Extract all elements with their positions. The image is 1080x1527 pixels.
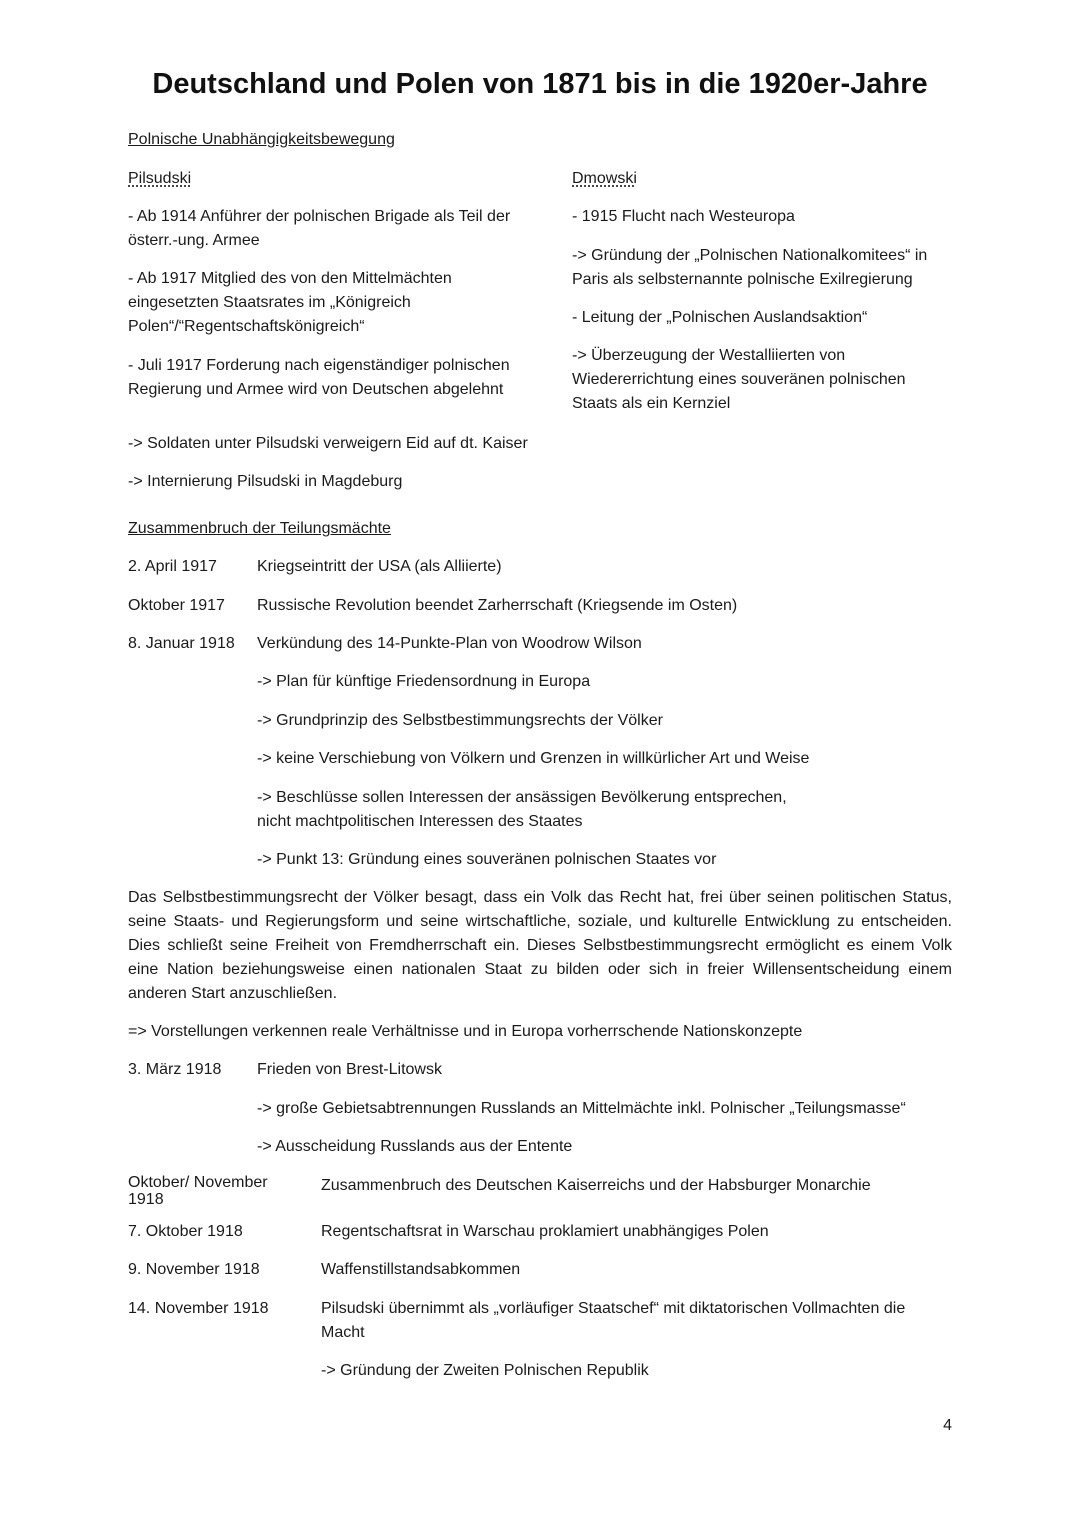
wilson-point: -> Plan für künftige Friedensordnung in Europa [257,673,591,690]
brest-point: -> Ausscheidung Russlands aus der Entente [257,1138,573,1155]
self-determination-paragraph: Das Selbstbestimmungsrecht der Völker besagt, dass ein Volk das Recht hat, frei über seinen politischen Status, seine Staats- und Regierungsform und seine wirtschaftliche, soziale, und kulturelle Entwicklung zu entscheiden. Dies schließt seine Freiheit von Fremdherrschaft ein. Dieses Selbstbestimmungsrecht ermöglicht es einem Volk eine Nation beziehungsweise einen nationalen Staat zu bilden oder sich in freier Willensentscheidung einem anderen Start anzuschließen. [128,889,952,1002]
page-title: Deutschland und Polen von 1871 bis in die 1920er-Jahre [152,68,928,100]
timeline-date: 7. Oktober 1918 [128,1223,243,1240]
timeline-text: Regentschaftsrat in Warschau proklamiert unabhängiges Polen [321,1223,769,1240]
pilsudski-item: -> Soldaten unter Pilsudski verweigern Eid auf dt. Kaiser [128,435,528,452]
wilson-point: -> Beschlüsse sollen Interessen der ansässigen Bevölkerung entsprechen, nicht machtpolitischen Interessen des Staates [257,789,787,830]
dmowski-item: -> Überzeugung der Westalliierten von Wiedererrichtung eines souveränen polnischen Staats als ein Kernziel [572,347,906,412]
timeline-text: Waffenstillstandsabkommen [321,1261,521,1278]
wilson-point: -> Punkt 13: Gründung eines souveränen polnischen Staates vor [257,851,717,868]
pilsudski-item: -> Internierung Pilsudski in Magdeburg [128,473,403,490]
pilsudski-item: - Ab 1917 Mitglied des von den Mittelmächten eingesetzten Staatsrates im „Königreich Polen“/“Regentschaftskönigreich“ [128,270,452,335]
timeline-text: Kriegseintritt der USA (als Alliierte) [257,558,502,575]
dmowski-item: -> Gründung der „Polnischen Nationalkomitees“ in Paris als selbsternannte polnische Exilregierung [572,247,928,288]
timeline-date: 2. April 1917 [128,558,217,575]
conclusion-line: => Vorstellungen verkennen reale Verhältnisse und in Europa vorherrschende Nationskonzepte [128,1023,803,1040]
section-heading-independence: Polnische Unabhängigkeitsbewegung [128,131,395,148]
timeline-text: Zusammenbruch des Deutschen Kaiserreichs und der Habsburger Monarchie [321,1177,871,1194]
pilsudski-item: - Juli 1917 Forderung nach eigenständiger polnischen Regierung und Armee wird von Deutschen abgelehnt [128,357,510,398]
dmowski-item: - Leitung der „Polnischen Auslandsaktion“ [572,309,868,326]
page-number: 4 [943,1417,952,1434]
wilson-point: -> keine Verschiebung von Völkern und Grenzen in willkürlicher Art und Weise [257,750,810,767]
timeline-date: 8. Januar 1918 [128,635,235,652]
column-heading-pilsudski: Pilsudski [128,170,192,187]
timeline-date: 3. März 1918 [128,1061,222,1078]
timeline-date: 14. November 1918 [128,1300,269,1317]
timeline-text: Pilsudski übernimmt als „vorläufiger Staatschef“ mit diktatorischen Vollmachten die Macht [321,1300,906,1341]
timeline-text: Russische Revolution beendet Zarherrschaft (Kriegsende im Osten) [257,597,738,614]
column-heading-dmowski: Dmowski [572,170,637,187]
wilson-point: -> Grundprinzip des Selbstbestimmungsrechts der Völker [257,712,663,729]
section-heading-collapse: Zusammenbruch der Teilungsmächte [128,520,391,537]
timeline-text: Frieden von Brest-Litowsk [257,1061,442,1078]
timeline-date: Oktober/ November 1918 [128,1174,268,1208]
final-point: -> Gründung der Zweiten Polnischen Republik [321,1362,649,1379]
timeline-date: 9. November 1918 [128,1261,260,1278]
brest-point: -> große Gebietsabtrennungen Russlands an Mittelmächte inkl. Polnischer „Teilungsmasse“ [257,1100,906,1117]
timeline-date: Oktober 1917 [128,597,225,614]
pilsudski-item: - Ab 1914 Anführer der polnischen Brigade als Teil der österr.-ung. Armee [128,208,511,249]
dmowski-item: - 1915 Flucht nach Westeuropa [572,208,795,225]
timeline-text: Verkündung des 14-Punkte-Plan von Woodrow Wilson [257,635,642,652]
